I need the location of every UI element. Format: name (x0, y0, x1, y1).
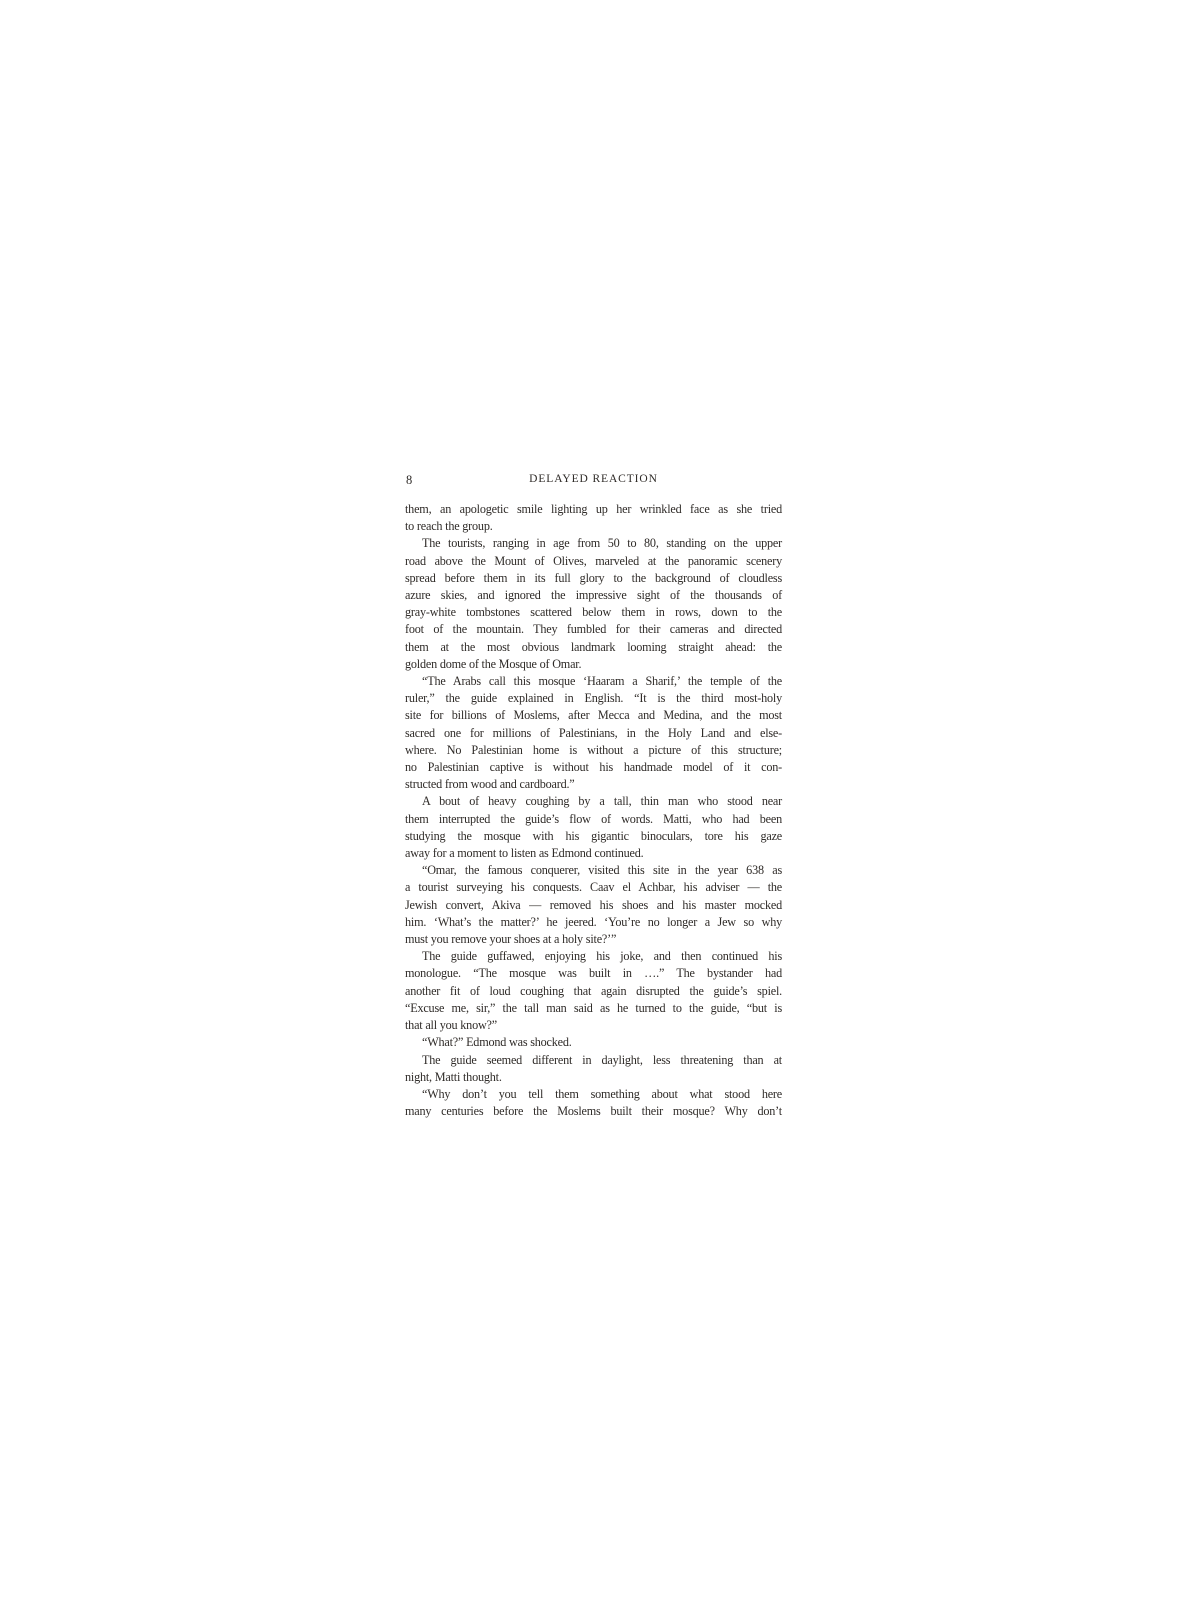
text-line: Jewish convert, Akiva — removed his shoes and his master mocked (405, 897, 782, 912)
text-line: “What?” Edmond was shocked. (422, 1035, 572, 1050)
text-line: night, Matti thought. (405, 1069, 502, 1084)
text-line: A bout of heavy coughing by a tall, thin man who stood near (422, 794, 782, 809)
text-line: no Palestinian captive is without his handmade model of it con- (405, 760, 782, 775)
text-line: where. No Palestinian home is without a picture of this structure; (405, 742, 782, 757)
text-line: that all you know?” (405, 1018, 497, 1033)
text-line: him. ‘What’s the matter?’ he jeered. ‘You’re no longer a Jew so why (405, 914, 782, 929)
text-line: “Why don’t you tell them something about what stood here (422, 1086, 782, 1101)
paragraph (405, 948, 782, 1034)
text-line: structed from wood and cardboard.” (405, 777, 575, 792)
running-title: DELAYED REACTION (529, 473, 658, 485)
paragraph (405, 1086, 782, 1120)
text-line: gray-white tombstones scattered below them in rows, down to the (405, 605, 782, 620)
text-line: The guide seemed different in daylight, less threatening than at (422, 1052, 782, 1067)
text-line: The tourists, ranging in age from 50 to 80, standing on the upper (422, 536, 782, 551)
text-line: golden dome of the Mosque of Omar. (405, 656, 582, 671)
text-line: many centuries before the Moslems built their mosque? Why don’t (405, 1104, 782, 1119)
text-line: them at the most obvious landmark looming straight ahead: the (405, 639, 782, 654)
text-line: studying the mosque with his gigantic binoculars, tore his gaze (405, 828, 782, 843)
paragraph (405, 1034, 782, 1051)
text-line: monologue. “The mosque was built in ….” The bystander had (405, 966, 782, 981)
paragraph (405, 1052, 782, 1086)
paragraph (405, 673, 782, 793)
page-number: 8 (406, 473, 413, 487)
text-line: foot of the mountain. They fumbled for their cameras and directed (405, 622, 782, 637)
page-text (405, 501, 782, 1120)
paragraph (405, 535, 782, 673)
text-line: another fit of loud coughing that again disrupted the guide’s spiel. (405, 983, 782, 998)
text-line: “Omar, the famous conquerer, visited this site in the year 638 as (422, 863, 782, 878)
text-line: azure skies, and ignored the impressive sight of the thousands of (405, 588, 782, 603)
running-header (405, 472, 782, 488)
text-line: “The Arabs call this mosque ‘Haaram a Sharif,’ the temple of the (422, 674, 782, 689)
text-line: to reach the group. (405, 519, 493, 534)
text-line: “Excuse me, sir,” the tall man said as he turned to the guide, “but is (405, 1000, 782, 1015)
text-line: them interrupted the guide’s flow of words. Matti, who had been (405, 811, 782, 826)
text-line: them, an apologetic smile lighting up her wrinkled face as she tried (405, 502, 782, 516)
text-line: road above the Mount of Olives, marveled at the panoramic scenery (405, 553, 782, 568)
text-line: sacred one for millions of Palestinians, in the Holy Land and else- (405, 725, 782, 740)
paragraph (405, 862, 782, 948)
text-line: away for a moment to listen as Edmond continued. (405, 846, 644, 861)
text-line: must you remove your shoes at a holy site?’” (405, 932, 617, 947)
paragraph (405, 793, 782, 862)
text-line: spread before them in its full glory to the background of cloudless (405, 570, 782, 585)
text-line: site for billions of Moslems, after Mecca and Medina, and the most (405, 708, 782, 723)
text-line: ruler,” the guide explained in English. “It is the third most-holy (405, 691, 782, 706)
text-line: a tourist surveying his conquests. Caav el Achbar, his adviser — the (405, 880, 782, 895)
text-line: The guide guffawed, enjoying his joke, and then continued his (422, 949, 782, 964)
paragraph (405, 501, 782, 535)
